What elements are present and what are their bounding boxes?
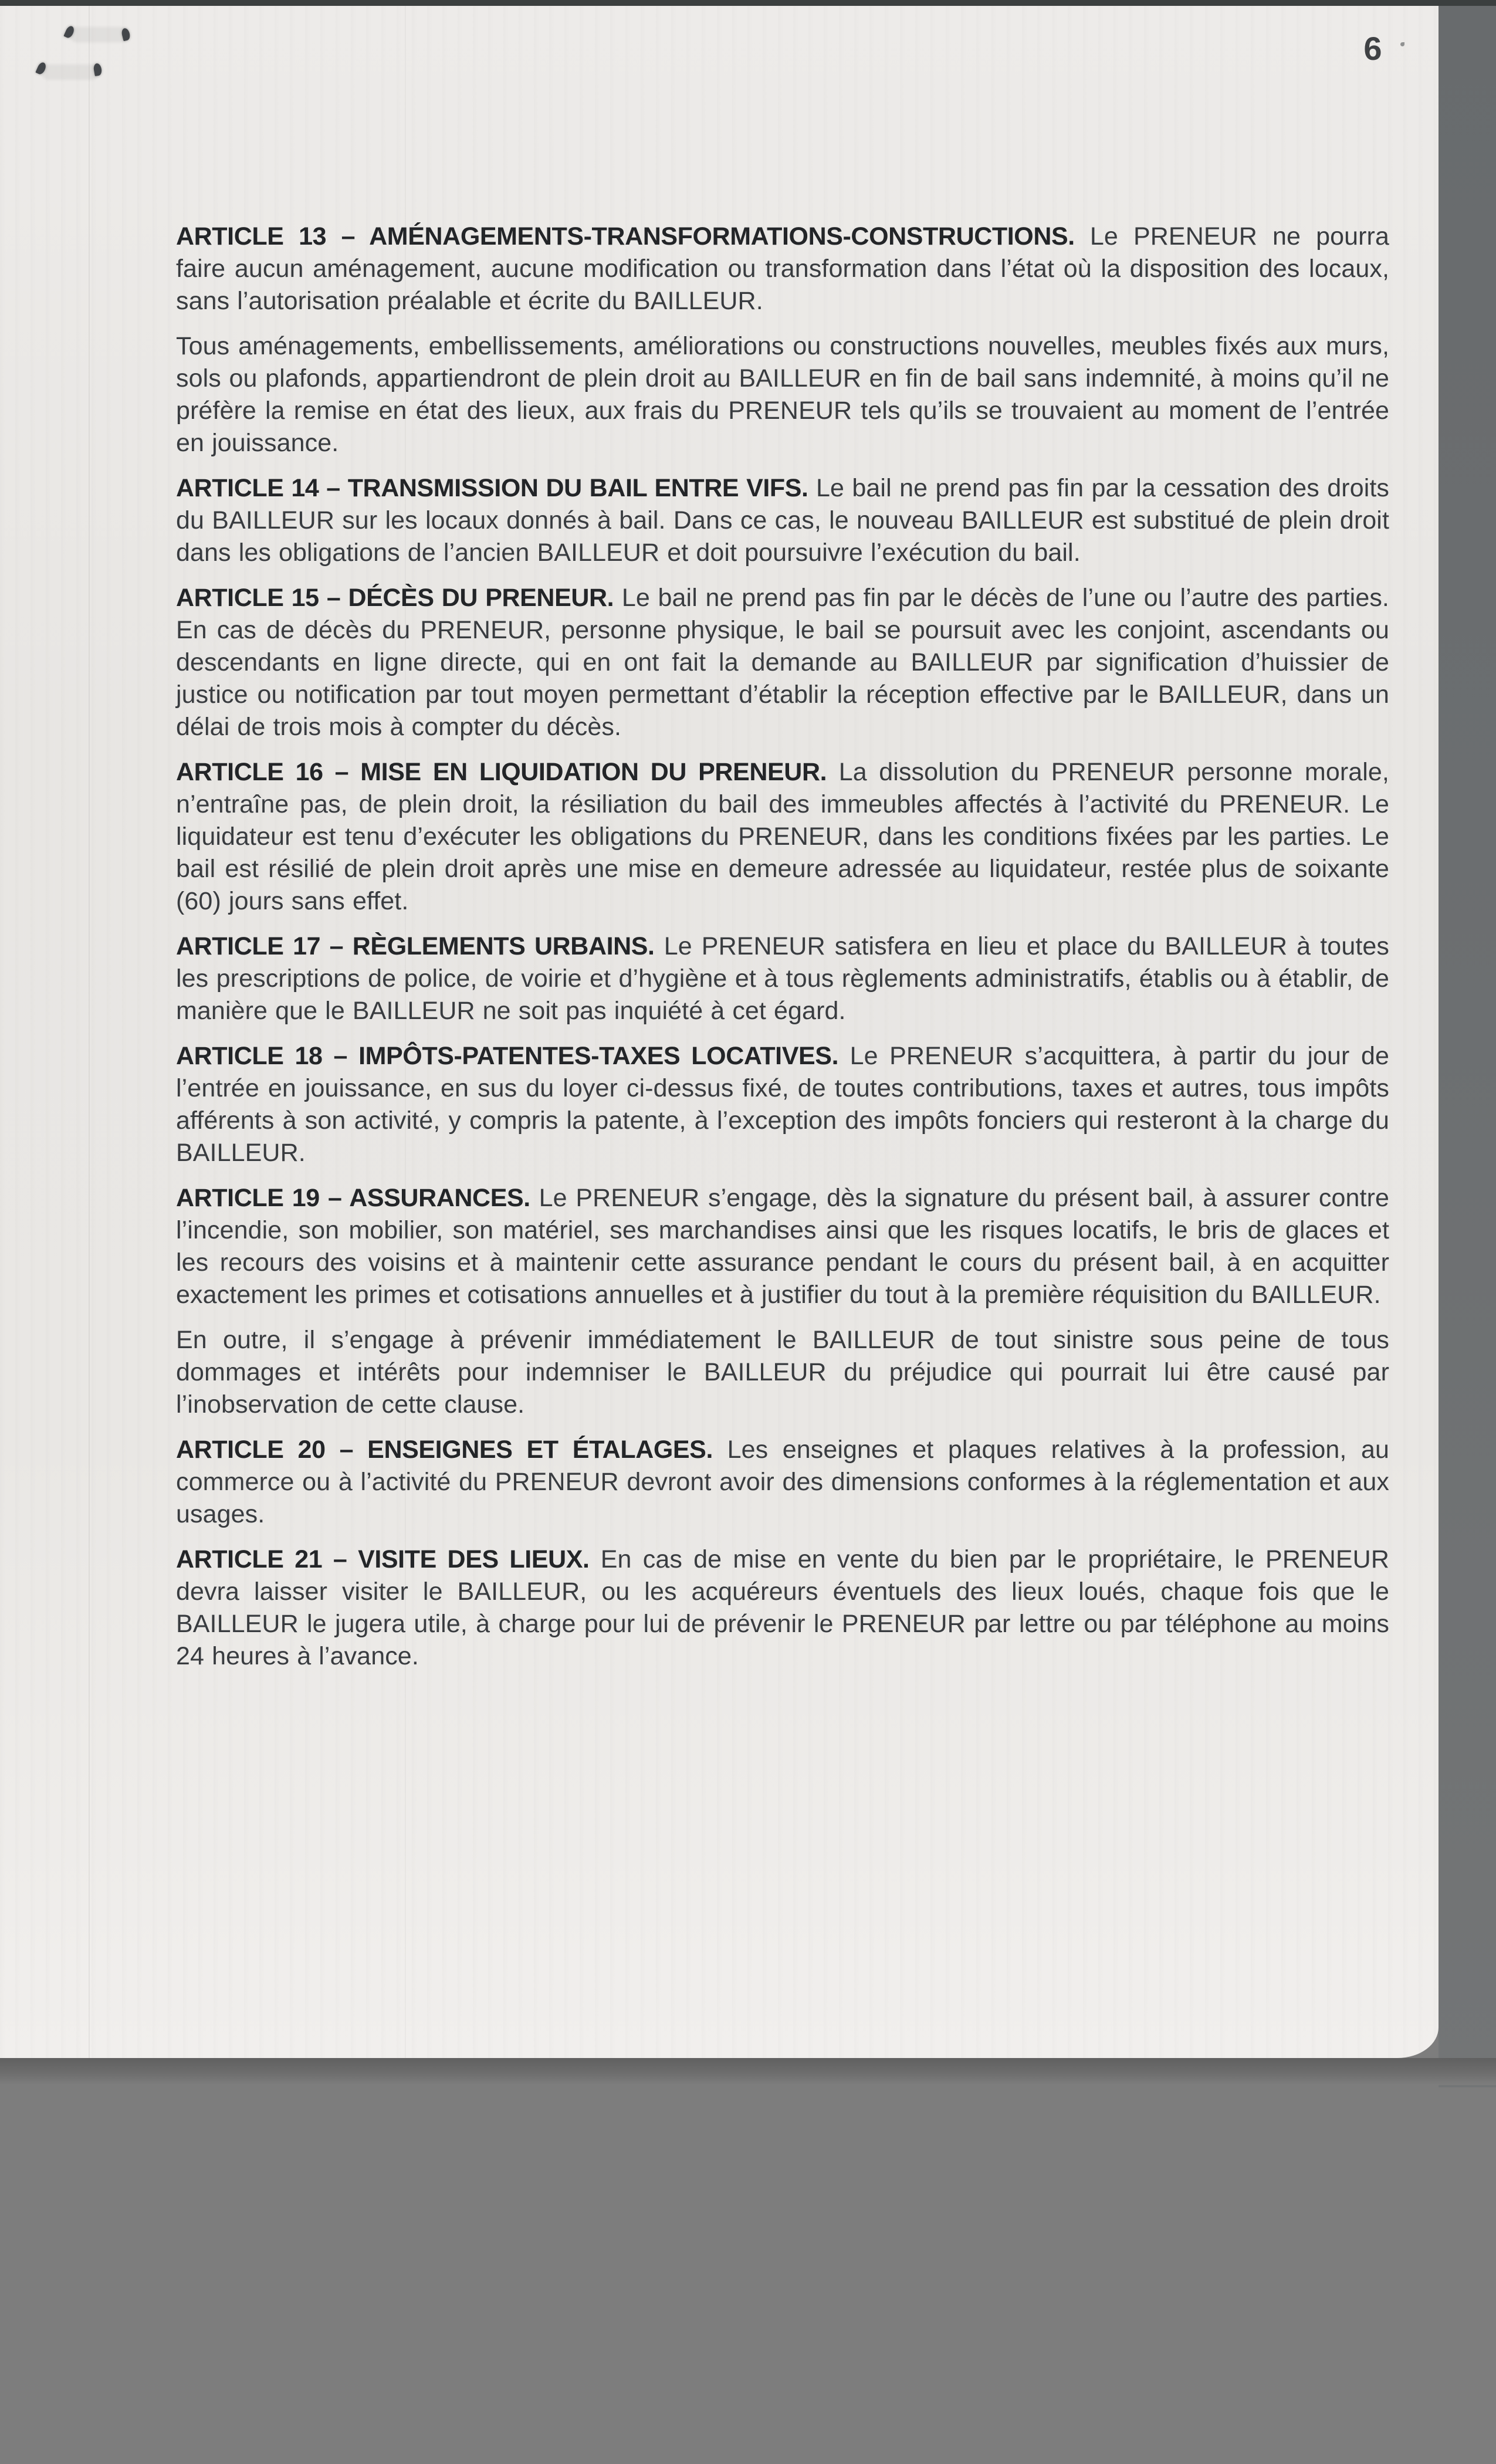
article-13-body: Le PRENEUR ne pourra faire aucun aménagement, aucune modification ou transformation dans l’état où la disposition des locaux, sans l’autorisation préalable et écrite du BAILLEUR. bbox=[176, 222, 1389, 315]
article-16-heading: ARTICLE 16 – MISE EN LIQUIDATION DU PRENEUR. bbox=[176, 758, 827, 786]
scanner-background-right-strip bbox=[1439, 6, 1496, 2087]
article-19-heading: ARTICLE 19 – ASSURANCES. bbox=[176, 1184, 530, 1212]
paragraph-article-21 bbox=[176, 1544, 1389, 1673]
top-scan-edge bbox=[0, 0, 1496, 6]
paragraph-article-17 bbox=[176, 930, 1389, 1027]
article-17-body: Le PRENEUR satisfera en lieu et place du BAILLEUR à toutes les prescriptions de police, de voirie et d’hygiène et à tous règlements administratifs, établis ou à établir, de manière que le BAILLEUR ne soit pas inquiété à cet égard. bbox=[176, 932, 1389, 1025]
article-15-heading: ARTICLE 15 – DÉCÈS DU PRENEUR. bbox=[176, 584, 614, 612]
paragraph-article-20 bbox=[176, 1434, 1389, 1531]
article-21-heading: ARTICLE 21 – VISITE DES LIEUX. bbox=[176, 1545, 590, 1573]
article-20-body: Les enseignes et plaques relatives à la profession, au commerce ou à l’activité du PRENEUR devront avoir des dimensions conformes à la réglementation et aux usages. bbox=[176, 1436, 1390, 1528]
article-14-body: Le bail ne prend pas fin par la cessation des droits du BAILLEUR sur les locaux donnés à bail. Dans ce cas, le nouveau BAILLEUR est substitué de plein droit dans les obligations de l’ancien BAILLEUR et doit poursuivre l’exécution du bail. bbox=[176, 474, 1390, 567]
paragraph-article-15 bbox=[176, 582, 1389, 743]
staple-smudge bbox=[41, 65, 100, 80]
fold-crease-line bbox=[89, 6, 90, 2058]
article-19-continuation-body: En outre, il s’engage à prévenir immédiatement le BAILLEUR de tout sinistre sous peine de tous dommages et intérêts pour indemniser le BAILLEUR du préjudice qui pourrait lui être causé par l’inobservation de cette clause. bbox=[176, 1326, 1389, 1419]
article-19-body: Le PRENEUR s’engage, dès la signature du présent bail, à assurer contre l’incendie, son mobilier, son matériel, ses marchandises ainsi que les risques locatifs, le bris de glaces et les recours des voisins et à maintenir cette assurance pendant le cours du présent bail, à en acquitter exactement les primes et cotisations annuelles et à justifier du tout à la première réquisition du BAILLEUR. bbox=[176, 1184, 1390, 1309]
staple-mark-icon bbox=[93, 63, 102, 76]
article-14-heading: ARTICLE 14 – TRANSMISSION DU BAIL ENTRE VIFS. bbox=[176, 474, 808, 502]
paragraph-article-19-continuation bbox=[176, 1324, 1389, 1421]
page-number: 6 bbox=[1349, 29, 1396, 67]
staple-smudge bbox=[69, 27, 128, 42]
article-16-body: La dissolution du PRENEUR personne morale, n’entraîne pas, de plein droit, la résiliation du bail des immeubles affectés à l’activité du PRENEUR. Le liquidateur est tenu d’exécuter les obligations du PRENEUR, dans les conditions fixées par les parties. Le bail est résilié de plein droit après une mise en demeure adressée au liquidateur, restée plus de soixante (60) jours sans effet. bbox=[176, 758, 1389, 915]
article-21-body: En cas de mise en vente du bien par le propriétaire, le PRENEUR devra laisser visiter le BAILLEUR, ou les acquéreurs éventuels des lieux loués, chaque fois que le BAILLEUR le jugera utile, à charge pour lui de prévenir le PRENEUR par lettre ou par téléphone au moins 24 heures à l’avance. bbox=[176, 1545, 1389, 1670]
article-13-continuation-body: Tous aménagements, embellissements, améliorations ou constructions nouvelles, meubles fixés aux murs, sols ou plafonds, appartiendront de plein droit au BAILLEUR en fin de bail sans indemnité, à moins qu’il ne préfère la remise en état des lieux, aux frais du PRENEUR tels qu’ils se trouvaient au moment de l’entrée en jouissance. bbox=[176, 332, 1389, 457]
article-20-heading: ARTICLE 20 – ENSEIGNES ET ÉTALAGES. bbox=[176, 1436, 713, 1464]
article-15-body: Le bail ne prend pas fin par le décès de l’une ou l’autre des parties. En cas de décès du PRENEUR, personne physique, le bail se poursuit avec les conjoint, ascendants ou descendants en ligne directe, qui en ont fait la demande au BAILLEUR par signification d’huissier de justice ou notification par tout moyen permettant d’établir la réception effective par le BAILLEUR, dans un délai de trois mois à compter du décès. bbox=[176, 584, 1389, 741]
paragraph-article-18 bbox=[176, 1040, 1389, 1169]
paragraph-article-13-continuation bbox=[176, 330, 1389, 459]
paragraph-article-19 bbox=[176, 1182, 1389, 1311]
article-18-body: Le PRENEUR s’acquittera, à partir du jour de l’entrée en jouissance, en sus du loyer ci-dessus fixé, de toutes contributions, taxes et autres, tous impôts afférents à son activité, y compris la patente, à l’exception des impôts fonciers qui resteront à la charge du BAILLEUR. bbox=[176, 1042, 1389, 1167]
paragraph-article-16 bbox=[176, 756, 1389, 918]
paragraph-article-13 bbox=[176, 221, 1389, 317]
page-bottom-shadow bbox=[0, 2058, 1496, 2085]
article-13-heading: ARTICLE 13 – AMÉNAGEMENTS-TRANSFORMATIONS-CONSTRUCTIONS. bbox=[176, 222, 1075, 251]
article-text-block bbox=[176, 221, 1389, 1673]
document-page bbox=[0, 6, 1439, 2058]
article-18-heading: ARTICLE 18 – IMPÔTS-PATENTES-TAXES LOCATIVES. bbox=[176, 1042, 839, 1070]
paragraph-article-14 bbox=[176, 472, 1389, 569]
article-17-heading: ARTICLE 17 – RÈGLEMENTS URBAINS. bbox=[176, 932, 655, 960]
